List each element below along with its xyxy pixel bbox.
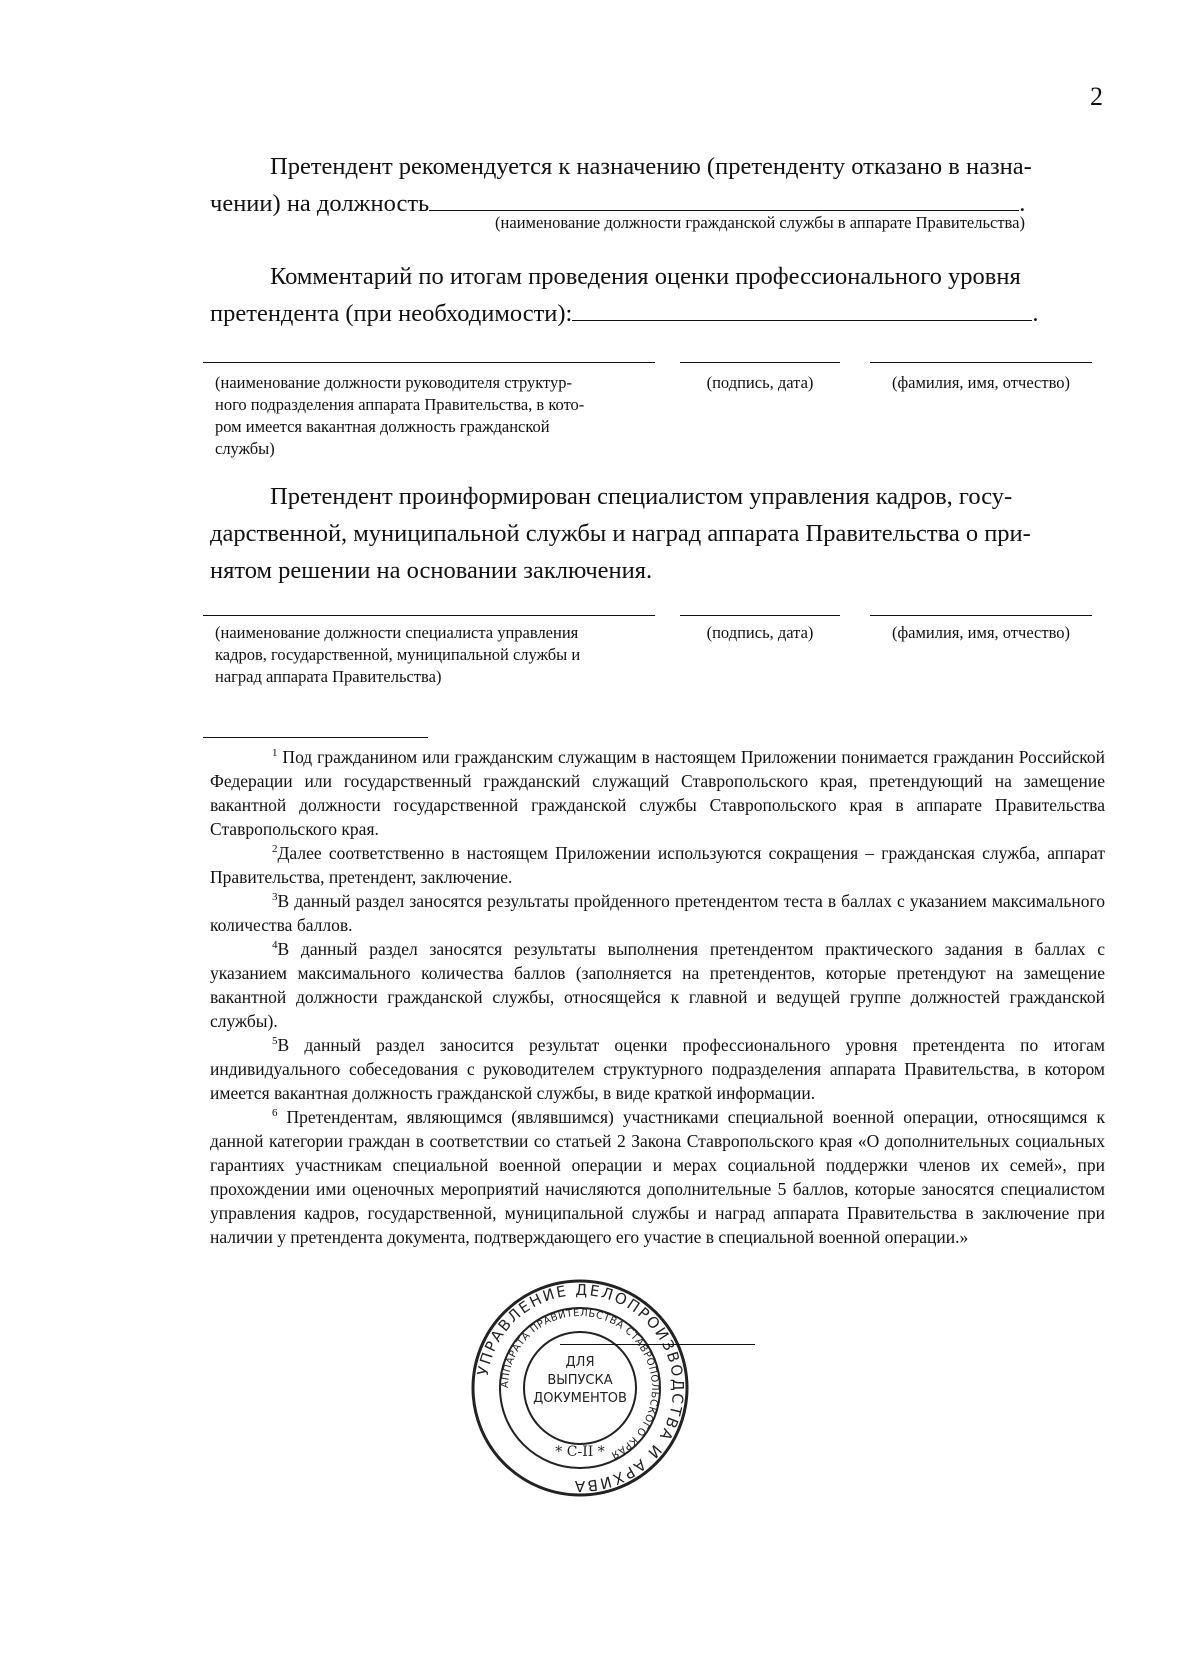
period: .: [1019, 190, 1026, 217]
footnote-1: [210, 745, 1105, 841]
stamp-center-line-2: ВЫПУСКА: [547, 1373, 613, 1388]
signature-line-name-2: [870, 615, 1092, 616]
comment-paragraph: [210, 258, 1105, 332]
footnote-mark: 1: [272, 747, 278, 760]
signature2-full-name-caption: (фамилия, имя, отчество): [891, 623, 1071, 642]
stamp-center-line-3: ДОКУМЕНТОВ: [533, 1391, 627, 1406]
stamp-center-line-1: ДЛЯ: [565, 1355, 595, 1370]
footnote-text: В данный раздел заносятся результаты пройденного претендентом теста в баллах с указанием максимального количества баллов.: [210, 891, 1105, 935]
footnote-mark: 2: [272, 843, 278, 856]
stamp-outer-textpath: УПРАВЛЕНИЕ ДЕЛОПРОИЗВОДСТВА И АРХИВА: [473, 1280, 688, 1496]
caption-line: наград аппарата Правительства): [215, 667, 442, 686]
stamp-signature-line: [560, 1344, 755, 1345]
footnote-4: [210, 937, 1105, 1033]
comment-blank: [572, 298, 1032, 321]
caption-line: (наименование должности специалиста управления: [215, 623, 579, 642]
signature-line-name-1: [870, 362, 1092, 363]
informed-line1: Претендент проинформирован специалистом управления кадров, госу-: [270, 483, 1013, 510]
footnote-2: [210, 841, 1105, 889]
comment-line1: Комментарий по итогам проведения оценки профессионального уровня: [270, 263, 1021, 290]
stamp-code: * С-II *: [555, 1444, 605, 1460]
footnote-6: [210, 1105, 1105, 1249]
caption-line: (наименование должности руководителя структур-: [215, 373, 573, 392]
signature-line-position-1: [203, 362, 655, 363]
signature-line-sign-1: [680, 362, 840, 363]
footnote-3: [210, 889, 1105, 937]
informed-line2: дарственной, муниципальной службы и наград аппарата Правительства о при-: [210, 520, 1031, 547]
signature-line-sign-2: [680, 615, 840, 616]
footnote-mark: 5: [272, 1035, 278, 1048]
position-blank: [429, 188, 1019, 211]
footnote-text: В данный раздел заносится результат оценки профессионального уровня претендента по итогам индивидуального собеседования с руководителем структурного подразделения аппарата Правительства, в котором имеется вакантная должность гражданской службы, в виде краткой информации.: [210, 1035, 1105, 1103]
footnote-mark: 6: [272, 1107, 278, 1120]
caption-line: кадров, государственной, муниципальной службы и: [215, 645, 581, 664]
signature-line-position-2: [203, 615, 655, 616]
footnote-5: [210, 1033, 1105, 1105]
comment-line2: претендента (при необходимости):: [210, 300, 573, 327]
caption-line: ром имеется вакантная должность гражданской: [215, 417, 550, 436]
signature1-position-caption: [215, 372, 643, 460]
informed-line3: нятом решении на основании заключения.: [210, 557, 653, 584]
footnote-separator: [203, 737, 428, 738]
informed-paragraph: [210, 478, 1105, 589]
recommendation-paragraph: [210, 148, 1105, 222]
footnotes: [210, 745, 1105, 1249]
signature2-position-caption: [215, 622, 655, 688]
caption-line: ного подразделения аппарата Правительства, в кото-: [215, 395, 585, 414]
signature1-sign-date-caption: (подпись, дата): [706, 373, 814, 392]
period: .: [1032, 300, 1039, 327]
official-stamp: [470, 1278, 690, 1498]
footnote-text: Под гражданином или гражданским служащим в настоящем Приложении понимается гражданин Российской Федерации или государственный гражданский служащий Ставропольского края, претендующий на замещение вакантной должности государственной гражданской службы Ставропольского края в аппарате Правительства Ставропольского края.: [210, 747, 1105, 839]
caption-line: службы): [215, 439, 275, 458]
footnote-mark: 3: [272, 891, 278, 904]
footnote-text: Претендентам, являющимся (являвшимся) участниками специальной военной операции, относящимся к данной категории граждан в соответствии со статьей 2 Закона Ставропольского края «О дополнительных социальных гарантиях участникам специальной военной операции и мерах социальной поддержки членов их семей», при прохождении ими оценочных мероприятий начисляются дополнительные 5 баллов, которые заносятся специалистом управления кадров, государственной, муниципальной службы и наград аппарата Правительства в заключение при наличии у претендента документа, подтверждающего его участие в специальной военной операции.»: [210, 1107, 1105, 1247]
recommendation-line2: чении) на должность: [210, 190, 430, 217]
stamp-inner-textpath: АППАРАТА ПРАВИТЕЛЬСТВА СТАВРОПОЛЬСКОГО КРАЯ: [499, 1307, 661, 1461]
recommendation-line1: Претендент рекомендуется к назначению (претенденту отказано в назна-: [270, 153, 1032, 180]
signature2-sign-date-caption: (подпись, дата): [706, 623, 814, 642]
footnote-text: Далее соответственно в настоящем Приложении используются сокращения – гражданская служба, аппарат Правительства, претендент, заключение.: [210, 843, 1105, 887]
stamp-inner-ring-2: [524, 1332, 636, 1444]
position-hint: (наименование должности гражданской службы в аппарате Правительства): [495, 213, 1025, 232]
footnote-text: В данный раздел заносятся результаты выполнения претендентом практического задания в баллах с указанием максимального количества баллов (заполняется на претендентов, которые претендуют на замещение вакантной должности гражданской службы, относящейся к главной и ведущей группе должностей гражданской службы).: [210, 939, 1105, 1031]
page-number: 2: [1090, 82, 1103, 111]
signature1-full-name-caption: (фамилия, имя, отчество): [891, 373, 1071, 392]
footnote-mark: 4: [272, 939, 278, 952]
